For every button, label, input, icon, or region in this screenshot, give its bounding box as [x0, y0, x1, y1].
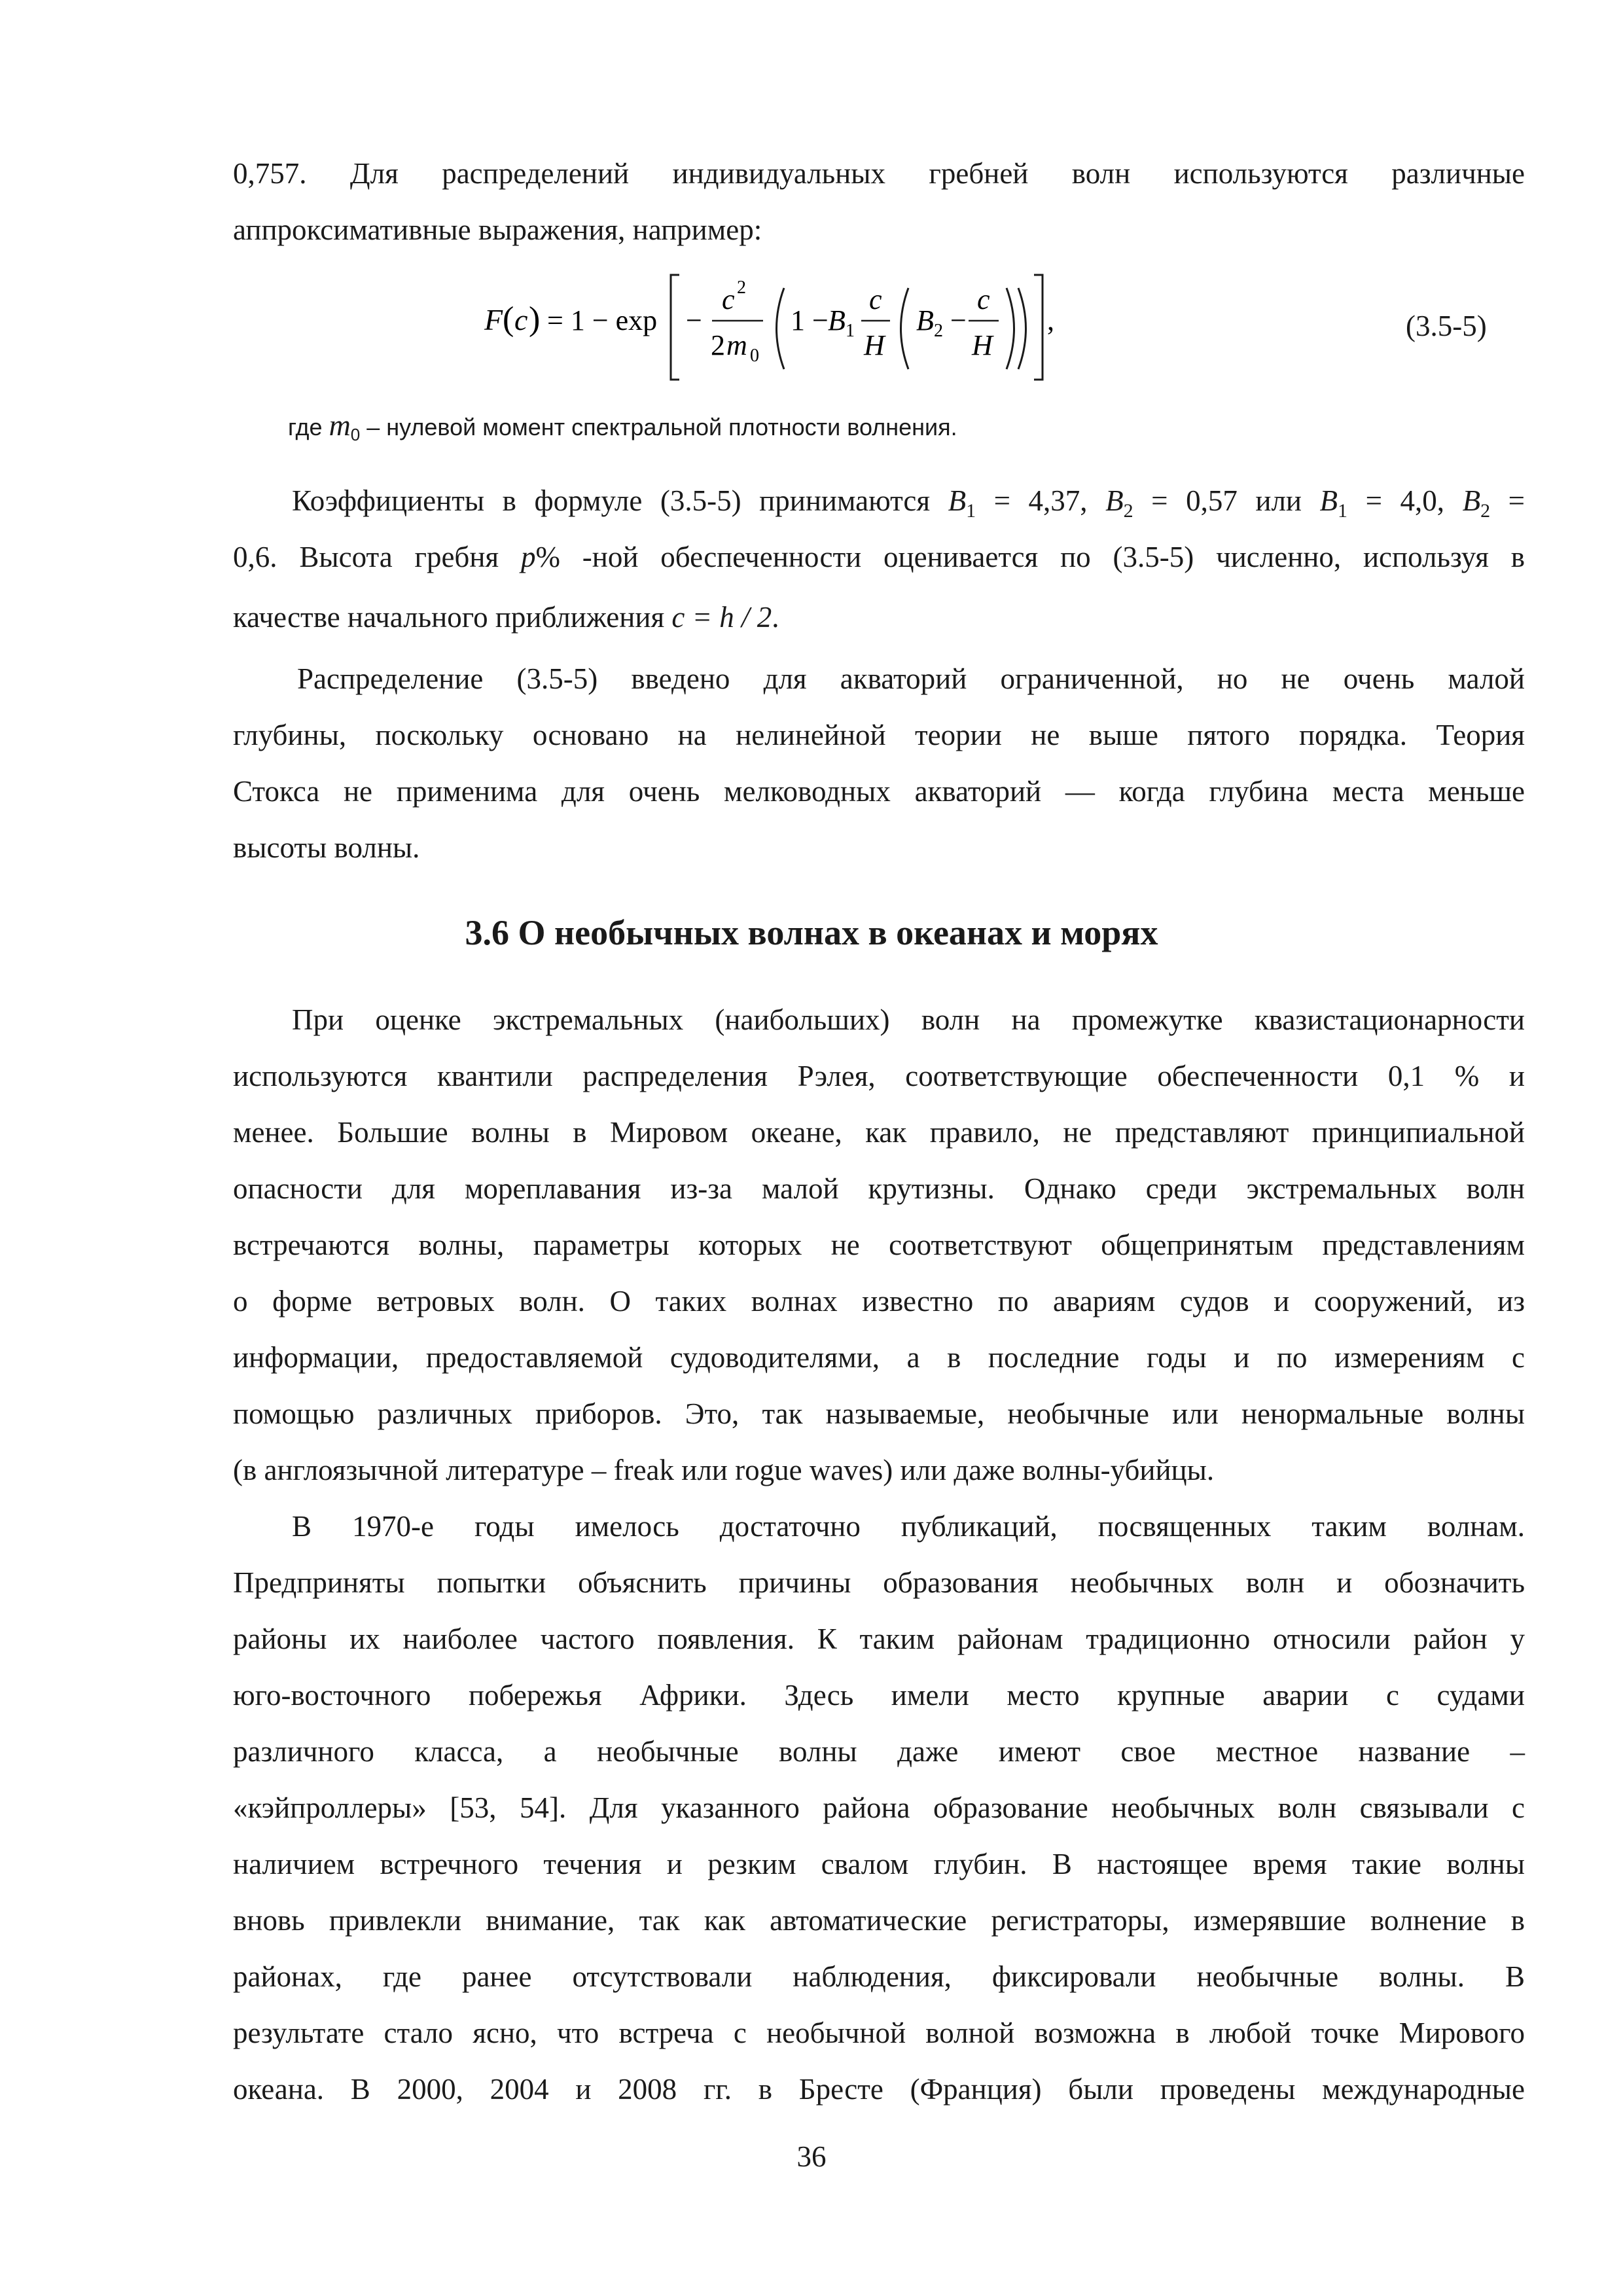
paragraph2-line: океана. В 2000, 2004 и 2008 гг. в Бресте (Франция) были проведены международные: [233, 2073, 1525, 2106]
distribution-line: глубины, поскольку основано на нелинейной теории не выше пятого порядка. Теория: [233, 719, 1525, 751]
paragraph2-line: юго-восточного побережья Африки. Здесь имели место крупные аварии с судами: [233, 1679, 1525, 1712]
eq-paren-outer-left: [777, 288, 785, 369]
eq-minus-2: −: [950, 304, 967, 336]
eq-frac-den-m: m: [726, 329, 747, 361]
distribution-line: Стокса не применима для очень мелководных акваторий — когда глубина места меньше: [233, 775, 1525, 808]
paragraph1-line: о форме ветровых волн. О таких волнах известно по авариям судов и сооружений, из: [233, 1285, 1525, 1318]
eq-lhs-paren-open: (: [503, 300, 514, 338]
eq-one-minus: 1 −: [791, 304, 829, 336]
coef-line3-b: .: [772, 601, 779, 634]
eq-paren-inner-right: [1007, 288, 1014, 369]
distribution-line: Распределение (3.5-5) введено для акваторий ограниченной, но не очень малой: [297, 662, 1525, 695]
coef-line2-a: 0,6. Высота гребня: [233, 541, 521, 573]
eq-lhs-paren-close: ): [529, 300, 541, 338]
paragraph2-line: наличием встречного течения и резким свалом глубин. В настоящее время такие волны: [233, 1848, 1525, 1880]
where-note: [288, 406, 957, 454]
paragraph2-line: районы их наиболее частого появления. К таким районам традиционно относили район у: [233, 1623, 1525, 1655]
paragraph1-line: опасности для мореплавания из-за малой крутизны. Однако среди экстремальных волн: [233, 1172, 1525, 1205]
coef-line-2: [233, 529, 1525, 585]
eq-B1: B: [828, 304, 846, 336]
eq-lhs-F: F: [484, 303, 503, 336]
eq-frac3-num: c: [977, 283, 990, 315]
paragraph1-line: (в англоязычной литературе – freak или rogue waves) или даже волны-убийцы.: [233, 1454, 1215, 1486]
coef-B2-alt: B: [1462, 484, 1481, 517]
paragraph1-line: При оценке экстремальных (наибольших) волн на промежутке квазистационарности: [292, 1003, 1525, 1036]
eq-B2-sub: 2: [934, 321, 943, 341]
paragraph2-line: В 1970-е годы имелось достаточно публикаций, посвященных таким волнам.: [292, 1510, 1525, 1543]
eq-minus: −: [686, 304, 702, 336]
paragraph1-line: встречаются волны, параметры которых не соответствуют общепринятым представлениям: [233, 1229, 1525, 1261]
distribution-line: высоты волны.: [233, 831, 420, 864]
intro-line-1: 0,757. Для распределений индивидуальных гребней волн используются различные: [233, 157, 1525, 190]
eq-comma: ,: [1047, 304, 1054, 336]
coef-text-c: = 0,57 или: [1133, 484, 1320, 517]
paragraph2-line: вновь привлекли внимание, так как автоматические регистраторы, измерявшие волнение в: [233, 1904, 1525, 1937]
paragraph1-line: используются квантили распределения Рэлея, соответствующие обеспеченности 0,1 % и: [233, 1060, 1525, 1092]
coef-text-e: =: [1490, 484, 1525, 517]
where-symbol: m: [329, 408, 351, 442]
equation-3-5-5: [471, 257, 1126, 387]
coef-text-a: Коэффициенты в формуле (3.5-5) принимаются: [292, 484, 948, 517]
eq-lhs-c: c: [514, 303, 528, 336]
coef-B1-sub: 1: [966, 500, 976, 522]
coef-B2-alt-sub: 2: [1480, 500, 1491, 522]
intro-line-2: аппроксимативные выражения, например:: [233, 213, 762, 246]
eq-frac3-den: H: [972, 329, 993, 361]
where-suffix: – нулевой момент спектральной плотности волнения.: [360, 414, 957, 440]
eq-B2: B: [916, 304, 934, 336]
eq-frac-num-exp: 2: [737, 278, 746, 298]
equation-number: (3.5-5): [1406, 310, 1487, 342]
eq-frac2-num: c: [869, 283, 882, 315]
coef-initial-approx: c = h / 2: [671, 601, 772, 634]
eq-bracket-left: [671, 275, 679, 380]
paragraph2-line: результате стало ясно, что встреча с необычной волной возможна в любой точке Мирового: [233, 2017, 1525, 2049]
coef-B2: B: [1105, 484, 1124, 517]
paragraph2-line: «кэйпроллеры» [53, 54]. Для указанного района образование необычных волн связывали с: [233, 1791, 1525, 1824]
where-subscript: 0: [350, 425, 361, 445]
coef-B2-sub: 2: [1123, 500, 1133, 522]
eq-paren-inner-left: [901, 288, 909, 369]
equation-graphic: [471, 257, 1126, 387]
eq-frac-den-sub: 0: [750, 346, 759, 366]
eq-equals-one: = 1 − exp: [547, 304, 658, 336]
page-number: 36: [796, 2140, 827, 2173]
eq-B1-sub: 1: [846, 321, 855, 341]
eq-paren-outer-right: [1018, 288, 1026, 369]
paragraph1-line: менее. Большие волны в Мировом океане, как правило, не представляют принципиальной: [233, 1116, 1525, 1149]
paragraph1-line: информации, предоставляемой судоводителями, а в последние годы и по измерениям с: [233, 1341, 1525, 1374]
coef-text-d: = 4,0,: [1347, 484, 1463, 517]
coef-line2-b: % -ной обеспеченности оценивается по (3.5-5) численно, используя в: [535, 541, 1525, 573]
coef-B1-alt: B: [1319, 484, 1338, 517]
section-heading: 3.6 О необычных волнах в океанах и морях: [465, 913, 1158, 952]
coef-B1: B: [948, 484, 967, 517]
paragraph2-line: Предприняты попытки объяснить причины образования необычных волн и обозначить: [233, 1566, 1525, 1599]
coef-text-b: = 4,37,: [976, 484, 1106, 517]
paragraph2-line: различного класса, а необычные волны даже имеют свое местное название –: [233, 1735, 1525, 1768]
eq-frac-den-2: 2: [711, 329, 725, 361]
eq-bracket-right: [1034, 275, 1043, 380]
eq-frac2-den: H: [864, 329, 885, 361]
eq-frac-num-c: c: [722, 283, 735, 315]
where-prefix: где: [288, 414, 323, 440]
paragraph1-line: помощью различных приборов. Это, так называемые, необычные или ненормальные волны: [233, 1397, 1525, 1430]
coef-line-3: [233, 589, 1525, 645]
coef-B1-alt-sub: 1: [1338, 500, 1348, 522]
coef-line3-a: качестве начального приближения: [233, 601, 672, 634]
paragraph2-line: районах, где ранее отсутствовали наблюдения, фиксировали необычные волны. В: [233, 1960, 1525, 1993]
coef-p-symbol: p: [520, 541, 536, 573]
